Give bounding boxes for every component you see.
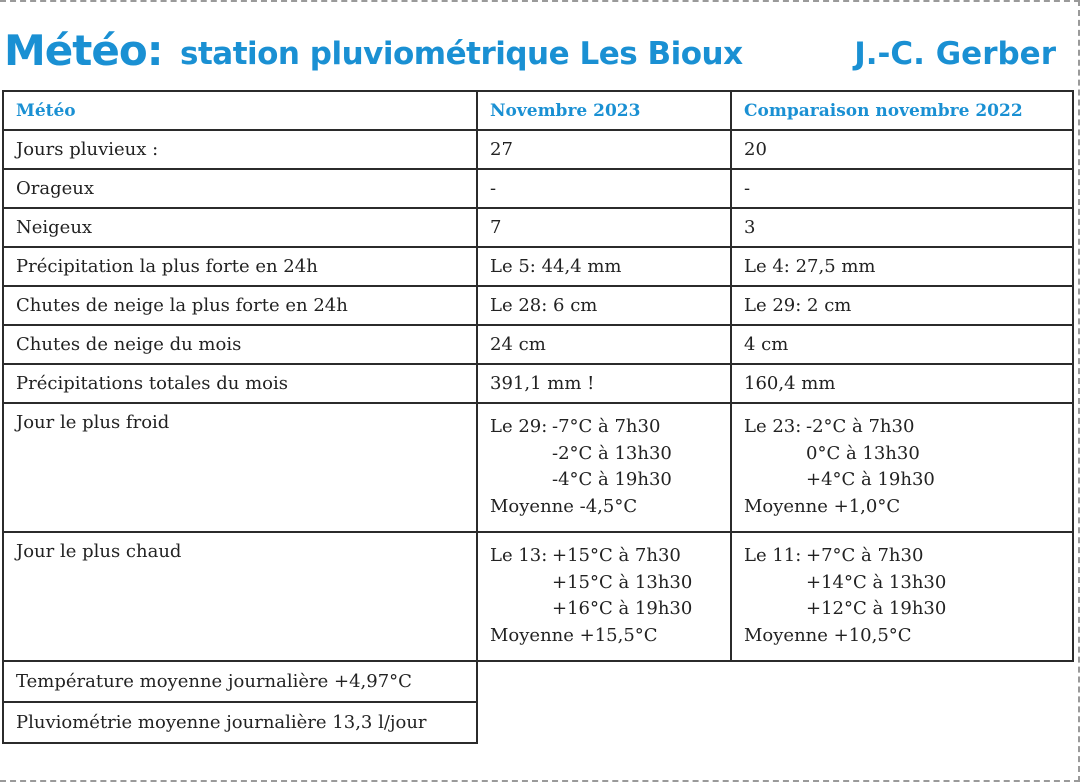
temp-reading: +15°C à 7h30 <box>552 545 681 566</box>
row-label: Précipitations totales du mois <box>3 364 477 403</box>
value-2023: 24 cm <box>477 325 731 364</box>
value-2022: Le 29: 2 cm <box>731 286 1073 325</box>
value-2023 <box>477 532 731 661</box>
temp-reading: -2°C à 7h30 <box>806 416 915 437</box>
value-2023: 391,1 mm ! <box>477 364 731 403</box>
table-row <box>3 286 1073 325</box>
value-2023: 7 <box>477 208 731 247</box>
temp-average: Moyenne -4,5°C <box>490 495 638 517</box>
value-2022: 3 <box>731 208 1073 247</box>
value-2023 <box>477 403 731 532</box>
temp-reading: +14°C à 13h30 <box>806 571 947 593</box>
row-label: Chutes de neige la plus forte en 24h <box>3 286 477 325</box>
page-subtitle: station pluviométrique Les Bioux <box>180 36 743 72</box>
temp-reading: +4°C à 19h30 <box>806 469 935 490</box>
header-cell-2023: Novembre 2023 <box>477 91 731 130</box>
value-2022: 160,4 mm <box>731 364 1073 403</box>
value-2023: 27 <box>477 130 731 169</box>
value-2022: Le 4: 27,5 mm <box>731 247 1073 286</box>
table-row <box>3 169 1073 208</box>
temp-reading: -4°C à 19h30 <box>552 469 672 490</box>
value-2022 <box>731 403 1073 532</box>
row-label: Précipitation la plus forte en 24h <box>3 247 477 286</box>
value-2022 <box>731 532 1073 661</box>
value-2022: 20 <box>731 130 1073 169</box>
weather-table <box>2 90 1074 744</box>
table-row-coldest-day <box>3 403 1073 532</box>
row-label: Jour le plus froid <box>3 403 477 532</box>
author-name: J.-C. Gerber <box>854 36 1056 72</box>
row-label: Orageux <box>3 169 477 208</box>
daily-average-temperature: Température moyenne journalière +4,97°C <box>3 661 477 702</box>
temp-reading: +16°C à 19h30 <box>552 598 693 619</box>
table-row <box>3 364 1073 403</box>
header-cell-meteo: Météo <box>3 91 477 130</box>
temp-reading: -2°C à 13h30 <box>552 442 672 464</box>
table-row-footer <box>3 661 1073 702</box>
header-cell-2022: Comparaison novembre 2022 <box>731 91 1073 130</box>
row-label: Neigeux <box>3 208 477 247</box>
temp-average: Moyenne +10,5°C <box>744 624 912 646</box>
temp-reading: +15°C à 13h30 <box>552 571 693 593</box>
table-row-footer <box>3 702 1073 743</box>
temp-reading: -7°C à 7h30 <box>552 416 661 437</box>
table-row <box>3 208 1073 247</box>
row-label: Jours pluvieux : <box>3 130 477 169</box>
table-row <box>3 325 1073 364</box>
row-label: Jour le plus chaud <box>3 532 477 661</box>
value-2023: Le 5: 44,4 mm <box>477 247 731 286</box>
table-header-row <box>3 91 1073 130</box>
value-2023: Le 28: 6 cm <box>477 286 731 325</box>
daily-average-rainfall: Pluviométrie moyenne journalière 13,3 l/jour <box>3 702 477 743</box>
value-2022: - <box>731 169 1073 208</box>
temp-reading: +7°C à 7h30 <box>806 545 924 566</box>
temp-reading: +12°C à 19h30 <box>806 598 947 619</box>
temp-average: Moyenne +1,0°C <box>744 495 901 517</box>
value-2023: - <box>477 169 731 208</box>
temp-reading: 0°C à 13h30 <box>806 442 920 464</box>
table-row-hottest-day <box>3 532 1073 661</box>
temp-day: Le 11: <box>744 545 802 566</box>
table-row <box>3 247 1073 286</box>
temp-day: Le 29: <box>490 416 548 437</box>
page-title: Météo: <box>4 26 163 75</box>
row-label: Chutes de neige du mois <box>3 325 477 364</box>
temp-average: Moyenne +15,5°C <box>490 624 658 646</box>
temp-day: Le 13: <box>490 545 548 566</box>
value-2022: 4 cm <box>731 325 1073 364</box>
table-row <box>3 130 1073 169</box>
temp-day: Le 23: <box>744 416 802 437</box>
page-header <box>4 22 1064 82</box>
